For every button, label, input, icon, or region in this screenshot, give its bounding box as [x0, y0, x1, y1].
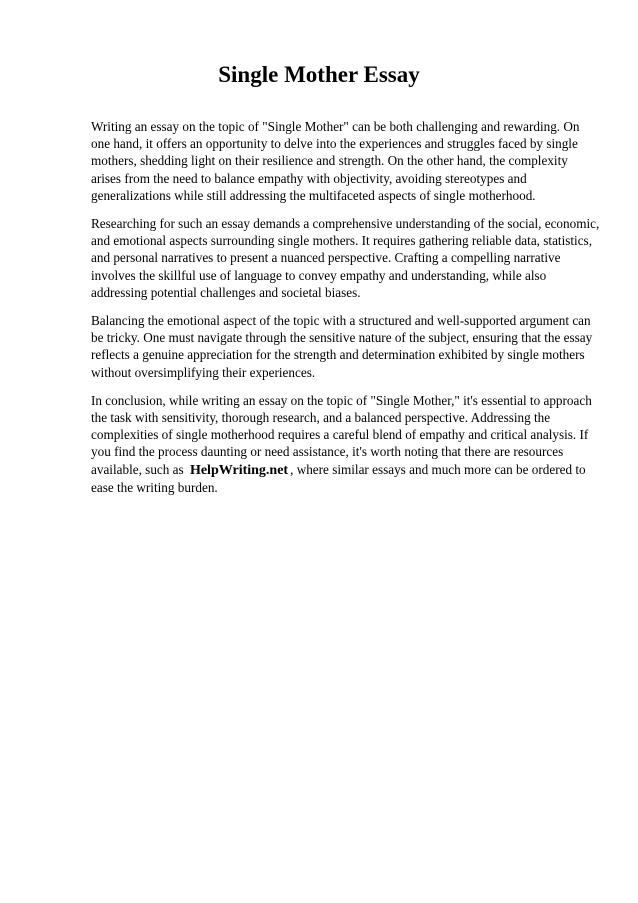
- paragraph-1: Writing an essay on the topic of "Single Mother" can be both challenging and rewarding. On one hand, it offers an opportunity to delve into the experiences and struggles faced by single mothers, shedding light on their resilience and strength. On the other hand, the complexity arises from the need to balance empathy with objectivity, avoiding stereotypes and generalizations while still addressing the multifaceted aspects of single motherhood.: [91, 119, 580, 203]
- paragraph-3: Balancing the emotional aspect of the topic with a structured and well-supported argument can be tricky. One must navigate through the sensitive nature of the subject, ensuring that the essay reflects a genuine appreciation for the strength and determination exhibited by single mothers without oversimplifying their experiences.: [91, 313, 593, 380]
- paragraph-2: Researching for such an essay demands a comprehensive understanding of the social, economic, and emotional aspects surrounding single mothers. It requires gathering reliable data, statistics, and personal narratives to present a nuanced perspective. Crafting a compelling narrative involves the skillful use of language to convey empathy and understanding, while also addressing potential challenges and societal biases.: [91, 216, 600, 300]
- essay-body: [91, 118, 601, 507]
- paragraph-4: [91, 392, 601, 496]
- page-title: Single Mother Essay: [218, 62, 420, 87]
- helpwriting-link[interactable]: HelpWriting.net: [189, 462, 289, 478]
- paragraph-4-text-before-link: In conclusion, while writing an essay on the topic of "Single Mother," it's essential to approach the task with sensitivity, thorough research, and a balanced perspective. Addressing the complexities of single motherhood requires a careful blend of empathy and critical analysis. If you find the process daunting or need assistance, it's worth noting that there are resources available, such as: [91, 392, 592, 477]
- paragraph-4-text-after-link: , where similar essays and much more can be ordered to ease the writing burden.: [91, 461, 586, 495]
